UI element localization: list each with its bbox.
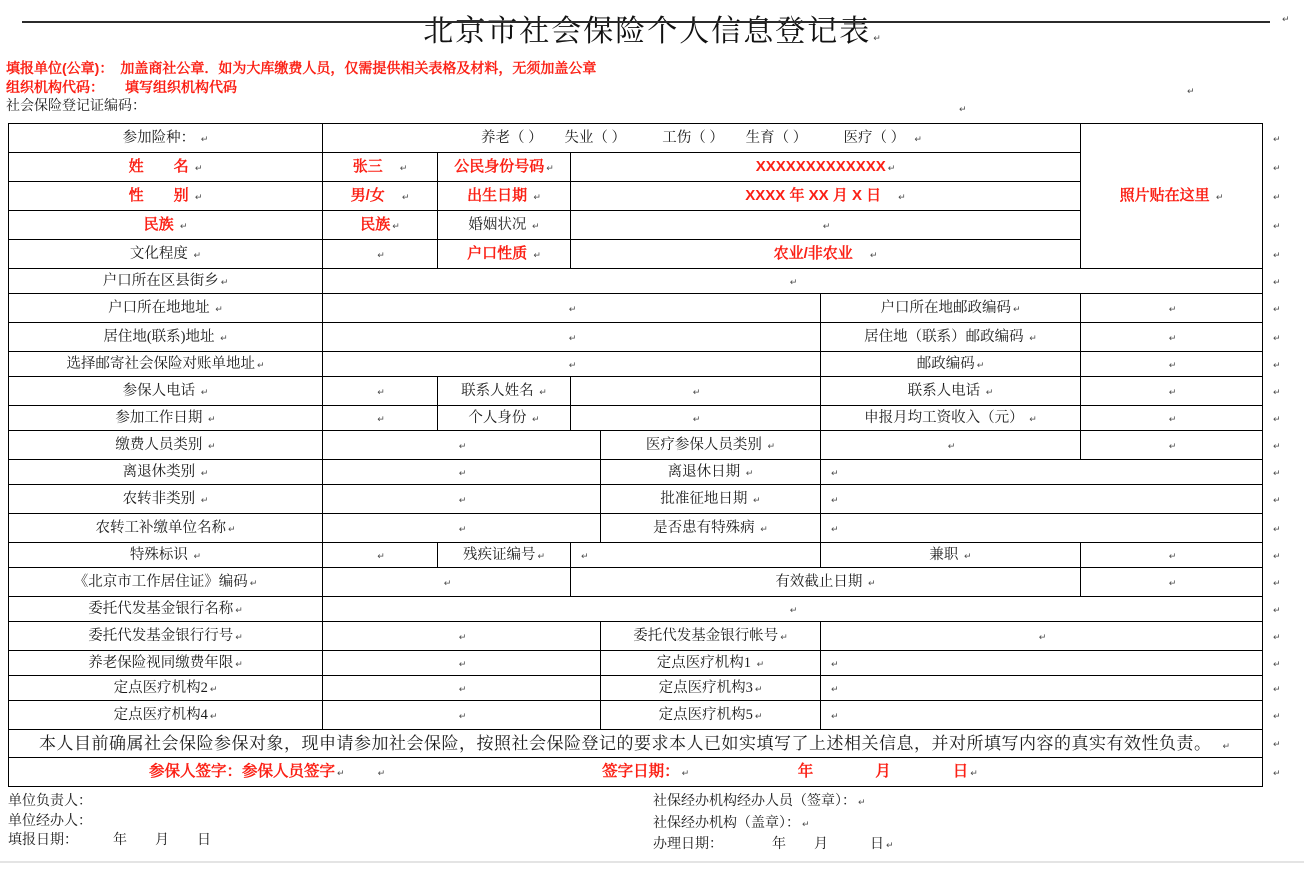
paragraph-mark: ↵ xyxy=(692,387,701,398)
field-label: 居住地(联系)地址 ↵ xyxy=(9,323,323,352)
paragraph-mark: ↵ xyxy=(458,468,467,479)
field-value[interactable]: 农业/非农业 ↵ xyxy=(571,240,1081,269)
field-label: 个人身份 ↵ xyxy=(438,406,571,431)
form-row xyxy=(9,597,1303,622)
row-paragraph-mark xyxy=(1263,730,1303,758)
field-label: 参加工作日期 ↵ xyxy=(9,406,323,431)
field-value[interactable] xyxy=(323,352,821,377)
paragraph-mark: ↵ xyxy=(1168,304,1177,315)
paragraph-mark: ↵ xyxy=(1273,659,1281,670)
paragraph-mark: ↵ xyxy=(401,193,410,204)
field-label: 出生日期 ↵ xyxy=(438,182,571,211)
document-page xyxy=(0,14,1304,880)
row-paragraph-mark xyxy=(1263,485,1303,514)
field-value[interactable] xyxy=(821,701,1263,730)
field-value[interactable]: XXXXXXXXXXXXX ↵ xyxy=(571,153,1081,182)
paragraph-mark: ↵ xyxy=(756,659,765,670)
fill-date-line[interactable]: 填报日期： 年 月 日 xyxy=(8,833,211,848)
form-row xyxy=(9,485,1303,514)
field-label: 委托代发基金银行行号 ↵ xyxy=(9,622,323,651)
paragraph-mark: ↵ xyxy=(1273,387,1281,398)
paragraph-mark: ↵ xyxy=(831,711,839,722)
paragraph-mark: ↵ xyxy=(1012,304,1021,315)
row-paragraph-mark xyxy=(1263,460,1303,485)
field-value[interactable] xyxy=(821,460,1263,485)
row-paragraph-mark xyxy=(1263,568,1303,597)
field-label: 选择邮寄社会保险对账单地址 ↵ xyxy=(9,352,323,377)
field-value[interactable] xyxy=(1081,431,1263,460)
form-row xyxy=(9,124,1303,153)
paragraph-mark: ↵ xyxy=(1282,15,1290,25)
field-value[interactable] xyxy=(571,406,821,431)
row-paragraph-mark xyxy=(1263,269,1303,294)
field-value[interactable] xyxy=(323,323,821,352)
field-label: 婚姻状况 ↵ xyxy=(438,211,571,240)
field-value[interactable] xyxy=(1081,377,1263,406)
form-row xyxy=(9,676,1303,701)
paragraph-mark: ↵ xyxy=(209,684,218,695)
paragraph-mark: ↵ xyxy=(1273,221,1281,232)
field-value[interactable] xyxy=(1081,406,1263,431)
paragraph-mark: ↵ xyxy=(780,632,788,643)
paragraph-mark: ↵ xyxy=(754,711,763,722)
paragraph-mark: ↵ xyxy=(1273,524,1281,535)
field-value[interactable] xyxy=(571,211,1081,240)
paragraph-mark: ↵ xyxy=(976,360,985,371)
paragraph-mark: ↵ xyxy=(970,769,978,780)
row-paragraph-mark xyxy=(1263,543,1303,568)
paragraph-mark: ↵ xyxy=(533,251,541,262)
fill-unit-note: 加盖商社公章．如为大库缴费人员，仅需提供相关表格及材料，无须加盖公章 xyxy=(120,60,597,76)
org-code-line xyxy=(0,78,1304,97)
paragraph-mark: ↵ xyxy=(1029,333,1037,344)
paragraph-mark: ↵ xyxy=(754,684,763,695)
paragraph-mark: ↵ xyxy=(1273,304,1281,315)
row-paragraph-mark xyxy=(1263,323,1303,352)
paragraph-mark: ↵ xyxy=(533,193,541,204)
paragraph-mark: ↵ xyxy=(581,551,589,562)
paragraph-mark: ↵ xyxy=(458,441,467,452)
field-value[interactable] xyxy=(821,676,1263,701)
field-label: 文化程度 ↵ xyxy=(9,240,323,269)
paragraph-mark: ↵ xyxy=(215,304,223,315)
field-value[interactable] xyxy=(323,676,601,701)
paragraph-mark: ↵ xyxy=(1273,768,1281,779)
agency-staff-line[interactable]: 社保经办机构经办人员（签章）： ↵ xyxy=(653,792,1304,814)
paragraph-mark: ↵ xyxy=(1273,163,1281,174)
field-value[interactable] xyxy=(323,543,438,568)
page-bottom-edge xyxy=(0,861,1304,863)
paragraph-mark: ↵ xyxy=(568,333,577,344)
field-value[interactable] xyxy=(1081,543,1263,568)
field-label: 居住地（联系）邮政编码 ↵ xyxy=(821,323,1081,352)
field-label: 民族 ↵ xyxy=(9,211,323,240)
field-label: 户口所在地邮政编码 ↵ xyxy=(821,294,1081,323)
paragraph-mark: ↵ xyxy=(1273,250,1281,261)
field-value[interactable] xyxy=(323,622,601,651)
paragraph-mark: ↵ xyxy=(539,387,547,398)
paragraph-mark: ↵ xyxy=(377,250,385,261)
form-row xyxy=(9,294,1303,323)
paragraph-mark: ↵ xyxy=(458,684,467,695)
row-paragraph-mark xyxy=(1263,514,1303,543)
field-label: 定点医疗机构3 ↵ xyxy=(601,676,821,701)
paragraph-mark: ↵ xyxy=(458,711,467,722)
paragraph-mark: ↵ xyxy=(249,578,258,589)
field-value[interactable]: 男/女 ↵ xyxy=(323,182,438,211)
form-row xyxy=(9,406,1303,431)
paragraph-mark: ↵ xyxy=(200,495,209,506)
paragraph-mark: ↵ xyxy=(193,250,202,261)
paragraph-mark: ↵ xyxy=(1168,387,1177,398)
paragraph-mark: ↵ xyxy=(789,605,798,616)
row-paragraph-mark xyxy=(1263,676,1303,701)
paragraph-mark: ↵ xyxy=(377,387,385,398)
paragraph-mark: ↵ xyxy=(1273,711,1281,722)
field-label: 定点医疗机构5 ↵ xyxy=(601,701,821,730)
form-row xyxy=(9,730,1303,758)
paragraph-mark: ↵ xyxy=(887,164,896,175)
paragraph-mark: ↵ xyxy=(1168,551,1177,562)
field-value[interactable] xyxy=(323,651,601,676)
paragraph-mark: ↵ xyxy=(227,524,236,535)
field-value[interactable] xyxy=(1081,323,1263,352)
field-label: 残疾证编号 ↵ xyxy=(438,543,571,568)
paragraph-mark: ↵ xyxy=(568,304,577,315)
field-value[interactable] xyxy=(323,597,1263,622)
field-label: 户口所在地地址 ↵ xyxy=(9,294,323,323)
paragraph-mark: ↵ xyxy=(1273,441,1281,452)
field-label: 参保人电话 ↵ xyxy=(9,377,323,406)
paragraph-mark: ↵ xyxy=(1273,468,1281,479)
row-paragraph-mark xyxy=(1263,153,1303,182)
field-label: 参加险种： ↵ xyxy=(9,124,323,153)
field-label: 定点医疗机构4 ↵ xyxy=(9,701,323,730)
field-label: 联系人姓名 ↵ xyxy=(438,377,571,406)
field-value[interactable] xyxy=(323,240,438,269)
field-label: 缴费人员类别 ↵ xyxy=(9,431,323,460)
field-label: 联系人电话 ↵ xyxy=(821,377,1081,406)
paragraph-mark: ↵ xyxy=(208,414,216,425)
row-paragraph-mark xyxy=(1263,294,1303,323)
form-row xyxy=(9,377,1303,406)
field-value[interactable] xyxy=(1081,294,1263,323)
paragraph-mark: ↵ xyxy=(235,605,243,616)
field-label: 邮政编码 ↵ xyxy=(821,352,1081,377)
paragraph-mark: ↵ xyxy=(209,711,218,722)
paragraph-mark: ↵ xyxy=(220,277,229,288)
form-row xyxy=(9,431,1303,460)
field-value[interactable] xyxy=(323,485,601,514)
paragraph-mark: ↵ xyxy=(443,578,452,589)
paragraph-mark: ↵ xyxy=(546,164,554,175)
paragraph-mark: ↵ xyxy=(392,222,400,233)
field-label: 特殊标识 ↵ xyxy=(9,543,323,568)
paragraph-mark: ↵ xyxy=(1273,192,1281,203)
row-paragraph-mark xyxy=(1263,406,1303,431)
paragraph-mark: ↵ xyxy=(1168,441,1177,452)
org-code-label: 组织机构代码： xyxy=(6,79,97,95)
paragraph-mark: ↵ xyxy=(1168,578,1177,589)
paragraph-mark: ↵ xyxy=(1215,193,1224,204)
paragraph-mark: ↵ xyxy=(256,360,265,371)
paragraph-mark: ↵ xyxy=(1168,414,1177,425)
paragraph-mark: ↵ xyxy=(1273,414,1281,425)
field-label: 农转工补缴单位名称 ↵ xyxy=(9,514,323,543)
unit-head-line[interactable]: 单位负责人： xyxy=(8,794,92,809)
paragraph-mark: ↵ xyxy=(681,769,690,780)
field-label: 定点医疗机构1 ↵ xyxy=(601,651,821,676)
form-row xyxy=(9,651,1303,676)
paragraph-mark: ↵ xyxy=(947,441,956,452)
handle-date-line[interactable]: 办理日期： 年 月 日 ↵ xyxy=(653,835,1304,857)
paragraph-mark: ↵ xyxy=(914,134,922,145)
paragraph-mark: ↵ xyxy=(537,551,546,562)
fill-unit-label: 填报单位(公章)： xyxy=(6,60,107,76)
paragraph-mark: ↵ xyxy=(377,769,386,780)
field-label: 申报月均工资收入（元） ↵ xyxy=(821,406,1081,431)
paragraph-mark: ↵ xyxy=(831,468,839,479)
row-paragraph-mark xyxy=(1263,377,1303,406)
field-label: 批准征地日期 ↵ xyxy=(601,485,821,514)
paragraph-mark: ↵ xyxy=(753,495,761,506)
row-paragraph-mark xyxy=(1263,431,1303,460)
unit-handler-line[interactable]: 单位经办人： xyxy=(8,813,92,829)
paragraph-mark: ↵ xyxy=(220,333,228,344)
field-value[interactable] xyxy=(323,431,601,460)
paragraph-mark: ↵ xyxy=(1273,578,1281,589)
form-row xyxy=(9,758,1303,787)
field-value[interactable] xyxy=(323,269,1263,294)
paragraph-mark: ↵ xyxy=(745,468,754,479)
form-row xyxy=(9,543,1303,568)
paragraph-mark: ↵ xyxy=(1038,632,1047,643)
paragraph-mark: ↵ xyxy=(1187,87,1195,97)
form-row xyxy=(9,701,1303,730)
footer-right-column xyxy=(653,792,1304,857)
form-row xyxy=(9,622,1303,651)
paragraph-mark: ↵ xyxy=(1273,134,1281,145)
paragraph-mark: ↵ xyxy=(1273,360,1281,371)
form-row xyxy=(9,323,1303,352)
field-value[interactable] xyxy=(323,294,821,323)
field-value[interactable] xyxy=(821,485,1263,514)
field-label: 离退休日期 ↵ xyxy=(601,460,821,485)
paragraph-mark: ↵ xyxy=(200,468,209,479)
paragraph-mark: ↵ xyxy=(458,495,467,506)
paragraph-mark: ↵ xyxy=(1273,740,1281,751)
row-paragraph-mark xyxy=(1263,622,1303,651)
paragraph-mark: ↵ xyxy=(898,193,906,204)
field-value[interactable] xyxy=(821,651,1263,676)
form-row xyxy=(9,460,1303,485)
paragraph-mark: ↵ xyxy=(1273,605,1281,616)
registration-code-line: 社会保险登记证编码： ↵ xyxy=(0,97,1304,117)
row-paragraph-mark xyxy=(1263,240,1303,269)
footer-block xyxy=(8,792,1304,857)
paragraph-mark: ↵ xyxy=(337,769,345,780)
paragraph-mark: ↵ xyxy=(1273,551,1281,562)
field-value[interactable] xyxy=(571,377,821,406)
field-label: 农转非类别 ↵ xyxy=(9,485,323,514)
footer-left-column xyxy=(8,792,653,857)
field-value[interactable] xyxy=(323,406,438,431)
field-label: 是否患有特殊病 ↵ xyxy=(601,514,821,543)
paragraph-mark: ↵ xyxy=(200,134,209,145)
field-value[interactable] xyxy=(1081,352,1263,377)
field-label: 户口性质 ↵ xyxy=(438,240,571,269)
declaration-text: 本人目前确属社会保险参保对象，现申请参加社会保险，按照社会保险登记的要求本人已如实填写了上述相关信息，并对所填写内容的真实有效性负责。 ↵ xyxy=(9,730,1263,758)
form-row xyxy=(9,514,1303,543)
field-label: 性 别 ↵ xyxy=(9,182,323,211)
field-label: 有效截止日期 ↵ xyxy=(571,568,1081,597)
paragraph-mark: ↵ xyxy=(377,551,385,562)
paragraph-mark: ↵ xyxy=(568,360,577,371)
row-paragraph-mark xyxy=(1263,182,1303,211)
paragraph-mark: ↵ xyxy=(532,414,540,425)
field-label: 养老保险视同缴费年限 ↵ xyxy=(9,651,323,676)
agency-seal-line[interactable]: 社保经办机构（盖章）： ↵ xyxy=(653,814,1304,836)
paragraph-mark: ↵ xyxy=(873,34,881,44)
paragraph-mark: ↵ xyxy=(831,524,839,535)
form-row xyxy=(9,568,1303,597)
field-value[interactable] xyxy=(323,377,438,406)
field-value[interactable]: 养老（ ） 失业（ ） 工伤（ ） 生育（ ） 医疗（ ） ↵ xyxy=(323,124,1081,153)
form-row xyxy=(9,352,1303,377)
paragraph-mark: ↵ xyxy=(458,632,467,643)
paragraph-mark: ↵ xyxy=(458,524,467,535)
row-paragraph-mark xyxy=(1263,352,1303,377)
field-label: 离退休类别 ↵ xyxy=(9,460,323,485)
field-label: 户口所在区县街乡 ↵ xyxy=(9,269,323,294)
field-label: 委托代发基金银行名称 ↵ xyxy=(9,597,323,622)
paragraph-mark: ↵ xyxy=(1273,495,1281,506)
paragraph-mark: ↵ xyxy=(1168,360,1177,371)
paragraph-mark: ↵ xyxy=(831,684,839,695)
paragraph-mark: ↵ xyxy=(1273,333,1281,344)
paragraph-mark: ↵ xyxy=(1273,684,1281,695)
paragraph-mark: ↵ xyxy=(193,551,202,562)
field-value[interactable] xyxy=(323,568,571,597)
paragraph-mark: ↵ xyxy=(858,798,866,808)
paragraph-mark: ↵ xyxy=(831,495,839,506)
paragraph-mark: ↵ xyxy=(985,387,994,398)
field-value[interactable] xyxy=(821,514,1263,543)
field-value[interactable] xyxy=(1081,568,1263,597)
field-value[interactable] xyxy=(323,701,601,730)
row-paragraph-mark xyxy=(1263,124,1303,153)
paragraph-mark: ↵ xyxy=(831,659,839,670)
paragraph-mark: ↵ xyxy=(200,387,209,398)
paragraph-mark: ↵ xyxy=(964,551,972,562)
fill-unit-line xyxy=(0,59,1304,78)
org-code-note: 填写组织机构代码 xyxy=(125,79,237,95)
paragraph-mark: ↵ xyxy=(458,659,467,670)
paragraph-mark: ↵ xyxy=(822,221,831,232)
field-value[interactable] xyxy=(571,543,821,568)
field-value[interactable] xyxy=(821,431,1081,460)
signature-row[interactable]: 参保人签字：参保人员签字 ↵ ↵ 签字日期： ↵ 年 月 日 ↵ xyxy=(9,758,1263,787)
field-label: 姓 名 ↵ xyxy=(9,153,323,182)
field-value[interactable] xyxy=(323,460,601,485)
page-title: 北京市社会保险个人信息登记表 ↵ xyxy=(0,14,1304,57)
paragraph-mark: ↵ xyxy=(1168,333,1177,344)
field-value[interactable]: 张三 ↵ xyxy=(323,153,438,182)
paragraph-mark: ↵ xyxy=(959,105,967,115)
field-value[interactable]: 民族 ↵ xyxy=(323,211,438,240)
paragraph-mark: ↵ xyxy=(179,222,188,233)
paragraph-mark: ↵ xyxy=(1222,741,1231,752)
field-value[interactable]: XXXX 年 XX 月 X 日 ↵ xyxy=(571,182,1081,211)
header-rule xyxy=(22,21,1270,23)
paragraph-mark: ↵ xyxy=(760,524,768,535)
field-label: 定点医疗机构2 ↵ xyxy=(9,676,323,701)
row-paragraph-mark xyxy=(1263,211,1303,240)
photo-area[interactable]: 照片贴在这里 ↵ xyxy=(1081,124,1263,269)
paragraph-mark: ↵ xyxy=(767,441,776,452)
field-label: 委托代发基金银行帐号 ↵ xyxy=(601,622,821,651)
paragraph-mark: ↵ xyxy=(235,632,243,643)
field-label: 公民身份号码 ↵ xyxy=(438,153,571,182)
row-paragraph-mark xyxy=(1263,701,1303,730)
field-label: 兼职 ↵ xyxy=(821,543,1081,568)
field-value[interactable] xyxy=(821,622,1263,651)
paragraph-mark: ↵ xyxy=(868,578,876,589)
row-paragraph-mark xyxy=(1263,651,1303,676)
field-label: 医疗参保人员类别 ↵ xyxy=(601,431,821,460)
paragraph-mark: ↵ xyxy=(532,221,540,232)
paragraph-mark: ↵ xyxy=(377,414,385,425)
paragraph-mark: ↵ xyxy=(399,164,408,175)
paragraph-mark: ↵ xyxy=(886,841,894,851)
paragraph-mark: ↵ xyxy=(235,659,243,670)
insurance-form-table xyxy=(8,123,1303,787)
paragraph-mark: ↵ xyxy=(208,441,216,452)
paragraph-mark: ↵ xyxy=(869,251,878,262)
paragraph-mark: ↵ xyxy=(1273,632,1281,643)
row-paragraph-mark xyxy=(1263,597,1303,622)
form-row xyxy=(9,269,1303,294)
paragraph-mark: ↵ xyxy=(692,414,701,425)
paragraph-mark: ↵ xyxy=(194,164,203,175)
paragraph-mark: ↵ xyxy=(789,277,798,288)
paragraph-mark: ↵ xyxy=(1273,277,1281,288)
paragraph-mark: ↵ xyxy=(802,819,810,830)
paragraph-mark: ↵ xyxy=(1029,414,1037,425)
paragraph-mark: ↵ xyxy=(194,193,203,204)
row-paragraph-mark xyxy=(1263,758,1303,787)
field-value[interactable] xyxy=(323,514,601,543)
field-label: 《北京市工作居住证》编码 ↵ xyxy=(9,568,323,597)
